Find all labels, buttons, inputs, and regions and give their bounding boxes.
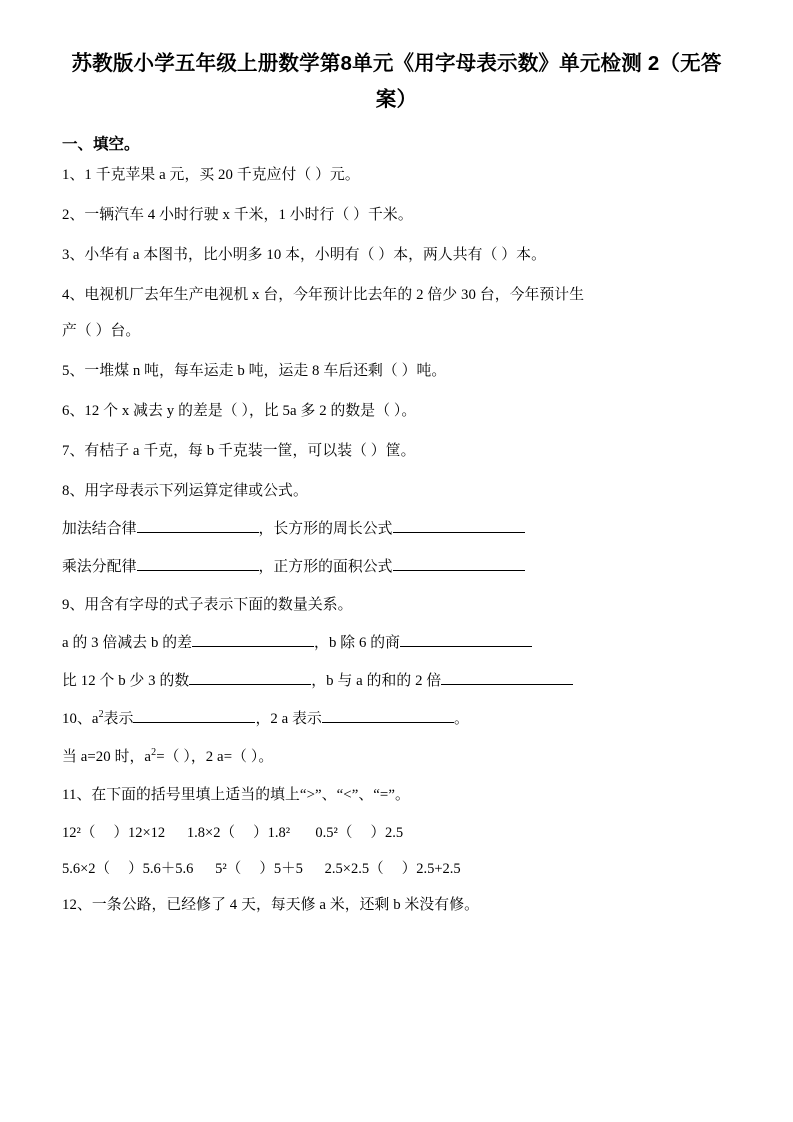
section-heading-fill-in-blanks: 一、填空。 (62, 136, 140, 153)
answer-blank-underline[interactable] (192, 632, 314, 647)
answer-blank-underline[interactable] (393, 518, 525, 533)
question-11-row-2: 5.6×2（ ）5.6＋5.6 5²（ ）5＋5 2.5×2.5（ ）2.5+2.5 (62, 861, 461, 877)
question-11-row-1: 12²（ ）12×12 1.8×2（ ）1.8² 0.5²（ ）2.5 (62, 825, 404, 841)
question-5: 5、一堆煤 n 吨，每车运走 b 吨，运走 8 车后还剩（ ）吨。 (62, 363, 447, 379)
question-4: 4、电视机厂去年生产电视机 x 台，今年预计比去年的 2 倍少 30 台，今年预计生 (62, 287, 585, 303)
q8-label-multiplication-distributive: 乘法分配律 (62, 559, 137, 575)
question-9: 9、用含有字母的式子表示下面的数量关系。 (62, 597, 353, 613)
q9-label-a-times-3-minus-b: a 的 3 倍减去 b 的差 (62, 635, 193, 651)
answer-blank-underline[interactable] (137, 556, 259, 571)
question-8-line-2 (62, 556, 731, 578)
question-1: 1、1 千克苹果 a 元，买 20 千克应付（ ）元。 (62, 167, 360, 183)
q9-label-12b-minus-3: 比 12 个 b 少 3 的数 (62, 673, 190, 689)
q10-label-values: =（ ），2 a=（ ）。 (156, 749, 274, 765)
q10-label-means: 表示 (103, 711, 134, 727)
answer-blank-underline[interactable] (189, 670, 311, 685)
q8-label-addition-associative: 加法结合律 (62, 521, 137, 537)
q9-label-6-divided-by-b: ，b 除 6 的商 (314, 635, 401, 651)
question-8: 8、用字母表示下列运算定律或公式。 (62, 483, 308, 499)
question-4-continued: 产（ ）台。 (62, 323, 141, 339)
answer-blank-underline[interactable] (137, 518, 259, 533)
q9-label-twice-sum-a-b: ，b 与 a 的和的 2 倍 (311, 673, 442, 689)
answer-blank-underline[interactable] (441, 670, 573, 685)
question-6: 6、12 个 x 减去 y 的差是（ ），比 5a 多 2 的数是（ ）。 (62, 403, 417, 419)
question-3: 3、小华有 a 本图书，比小明多 10 本，小明有（ ）本，两人共有（ ）本。 (62, 247, 546, 263)
q8-label-rectangle-perimeter: ，长方形的周长公式 (258, 521, 393, 537)
superscript-two: 2 (98, 709, 104, 721)
answer-blank-underline[interactable] (322, 708, 454, 723)
q10-label-a-squared: 10、a (62, 711, 99, 727)
q10-label-2a-means: ，2 a 表示 (255, 711, 322, 727)
superscript-two: 2 (151, 747, 157, 759)
answer-blank-underline[interactable] (133, 708, 255, 723)
question-10-line-2 (62, 746, 731, 768)
q10-label-when-a-equals-20: 当 a=20 时，a (62, 749, 152, 765)
question-11: 11、在下面的括号里填上适当的填上“>”、“<”、“=”。 (62, 787, 410, 803)
question-9-line-2 (62, 670, 731, 692)
question-10-line-1 (62, 708, 731, 730)
q10-label-period: 。 (453, 711, 469, 727)
answer-blank-underline[interactable] (400, 632, 532, 647)
question-9-line-1 (62, 632, 731, 654)
q8-label-square-area: ，正方形的面积公式 (258, 559, 393, 575)
page-title: 苏教版小学五年级上册数学第8单元《用字母表示数》单元检测 2（无答案） (71, 52, 722, 111)
question-12: 12、一条公路，已经修了 4 天，每天修 a 米，还剩 b 米没有修。 (62, 897, 479, 913)
question-7: 7、有桔子 a 千克，每 b 千克装一筐，可以装（ ）筐。 (62, 443, 416, 459)
answer-blank-underline[interactable] (393, 556, 525, 571)
question-8-line-1 (62, 518, 731, 540)
question-2: 2、一辆汽车 4 小时行驶 x 千米，1 小时行（ ）千米。 (62, 207, 413, 223)
